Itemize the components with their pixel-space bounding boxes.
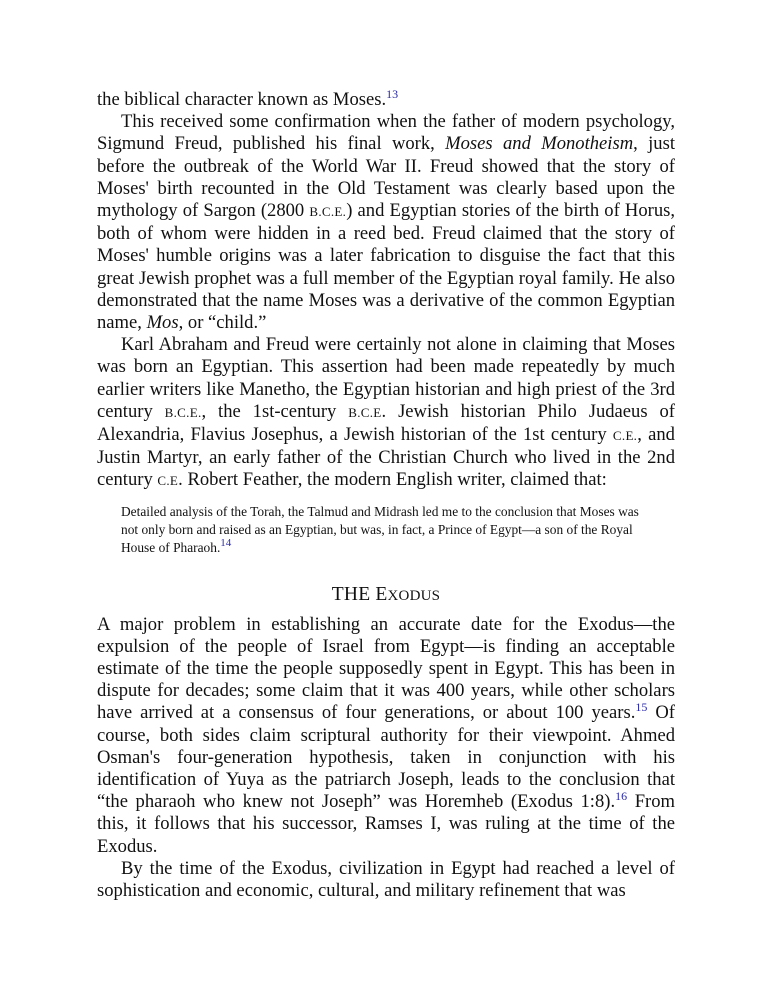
paragraph-2-text-a: This received some confirmation when the father of modern psychology, Sigmund Freud, published his final work, <box>97 111 675 155</box>
paragraph-2-text-d: , or “child.” <box>178 312 267 334</box>
era-abbr: B.C.E. <box>164 404 202 420</box>
paragraph-2-text-b: , just before the outbreak of the World War II. Freud showed that the story of Moses' birth recounted in the Old Testament was clearly based upon the mythology of Sargon (2800 <box>97 133 675 222</box>
footnote-ref-15[interactable]: 15 <box>635 700 648 715</box>
block-quote <box>121 503 651 557</box>
block-quote-text: Detailed analysis of the Torah, the Talmud and Midrash led me to the conclusion that Moses was not only born and raised as an Egyptian, but was, in fact, a Prince of Egypt—a son of the Royal House of Pharaoh. <box>121 503 639 555</box>
section-heading-cap: THE E <box>331 583 388 605</box>
paragraph-3-text-c: . Jewish historian Philo Judaeus of Alexandria, Flavius Josephus, a Jewish historian of the 1st century <box>97 400 675 446</box>
term-mos: Mos <box>146 312 179 334</box>
paragraph-5 <box>97 858 675 902</box>
paragraph-1-text: the biblical character known as Moses. <box>97 89 387 110</box>
paragraph-4-text-a: A major problem in establishing an accurate date for the Exodus—the expulsion of the people of Israel from Egypt—is finding an acceptable estimate of the time the people supposedly spent in Egypt. This has been in dispute for decades; some claim that it was 400 years, while other scholars have arrived at a consensus of four generations, or about 100 years. <box>97 613 675 724</box>
section-heading-small: XODUS <box>387 587 441 604</box>
era-abbr: B.C.E <box>348 404 382 420</box>
paragraph-3-text-a: Karl Abraham and Freud were certainly not alone in claiming that Moses was born an Egyptian. This assertion had been made repeatedly by much earlier writers like Manetho, the Egyptian historian and high priest of the 3rd century <box>97 334 675 422</box>
paragraph-1 <box>97 89 675 111</box>
paragraph-3-text-e: . Robert Feather, the modern English writer, claimed that: <box>178 469 607 491</box>
paragraph-2-text-c: ) and Egyptian stories of the birth of Horus, both of whom were hidden in a reed bed. Freud claimed that the story of Moses' humble origins was a later fabrication to disguise the fact that this great Jewish prophet was a full member of the Egyptian royal family. He also demonstrated that the name Moses was a derivative of the common Egyptian name, <box>97 200 675 334</box>
paragraph-4-text-b: Of course, both sides claim scriptural authority for their viewpoint. Ahmed Osman's four-generation hypothesis, taken in conjunction with his identification of Yuya as the patriarch Joseph, leads to the conclusion that “the pharaoh who knew not Joseph” was Horemheb (Exodus 1:8). <box>97 702 675 813</box>
body-text <box>97 89 675 902</box>
footnote-ref-14[interactable]: 14 <box>220 536 232 549</box>
paragraph-2 <box>97 111 675 334</box>
paragraph-3-text-b: , the 1st-century <box>201 400 349 422</box>
era-abbr: B.C.E. <box>309 204 347 220</box>
paragraph-3 <box>97 334 675 492</box>
footnote-ref-13[interactable]: 13 <box>386 87 399 101</box>
paragraph-3-text-d: , and Justin Martyr, an early father of the Christian Church who lived in the 2nd century <box>97 424 675 491</box>
footnote-ref-16[interactable]: 16 <box>615 789 628 804</box>
section-heading <box>97 583 675 608</box>
era-abbr: C.E <box>157 473 179 489</box>
book-title-moses-and-monotheism: Moses and Monotheism <box>445 133 634 155</box>
paragraph-4-text-c: From this, it follows that his successor, Ramses I, was ruling at the time of the Exodus. <box>97 791 675 857</box>
paragraph-4 <box>97 614 675 858</box>
paragraph-5-text: By the time of the Exodus, civilization in Egypt had reached a level of sophistication and economic, cultural, and military refinement that was <box>97 857 675 902</box>
era-abbr: C.E. <box>612 428 638 444</box>
